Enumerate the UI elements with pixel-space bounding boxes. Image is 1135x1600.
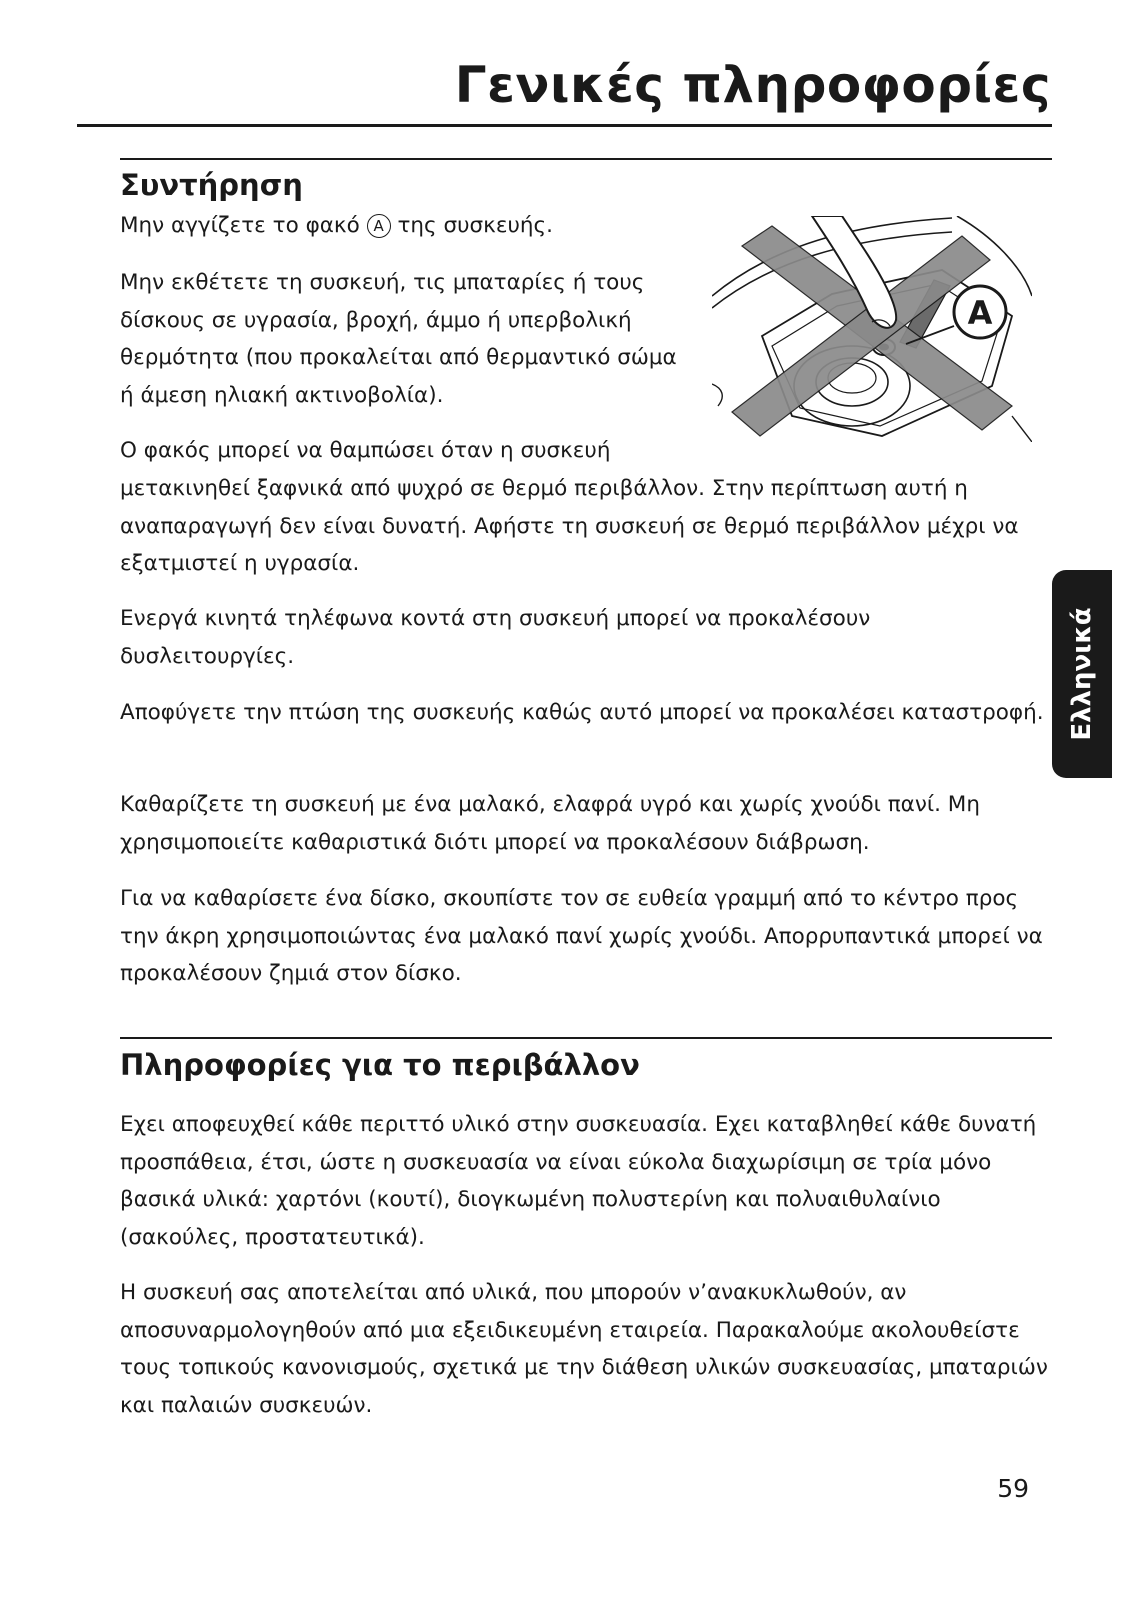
lens-warning-text-start: Μην αγγίζετε το φακό bbox=[120, 213, 360, 238]
paragraph-lens-fog-line1: Ο φακός μπορεί να θαμπώσει όταν η συσκευή bbox=[120, 438, 611, 463]
page-number: 59 bbox=[997, 1474, 1029, 1503]
paragraph-recycling: Η συσκευή σας αποτελείται από υλικά, που μπορούν ν’ανακυκλωθούν, αν αποσυναρμολογηθούν από μια εξειδικευμένη εταιρεία. Παρακαλούμε ακολουθείστε τους τοπικούς κανονισμούς, σχετικά με την διάθεση υλικών συσκευασίας, μπαταριών και παλαιών συσκευών. bbox=[120, 1280, 1048, 1418]
page-title: Γενικές πληροφορίες bbox=[454, 56, 1051, 114]
paragraph-lens-fog: μετακινηθεί ξαφνικά από ψυχρό σε θερμό περιβάλλον. Στην περίπτωση αυτή η αναπαραγωγή δεν είναι δυνατή. Αφήστε τη συσκευή σε θερμό περιβάλλον μέχρι να εξατμιστεί η υγρασία. bbox=[120, 476, 1019, 576]
paragraph-cleaning-disc: Για να καθαρίσετε ένα δίσκο, σκουπίστε τον σε ευθεία γραμμή από το κέντρο προς την άκρη χρησιμοποιώντας ένα μαλακό πανί χωρίς χνούδι. Απορρυπαντικά μπορεί να προκαλέσουν ζημιά στον δίσκο. bbox=[120, 886, 1043, 986]
paragraph-cleaning-device: Καθαρίζετε τη συσκευή με ένα μαλακό, ελαφρά υγρό και χωρίς χνούδι πανί. Μη χρησιμοποιείτε καθαριστικά διότι μπορεί να προκαλέσουν διάβρωση. bbox=[120, 792, 980, 855]
paragraph-lens-warning bbox=[120, 207, 553, 245]
callout-label-a: A bbox=[967, 294, 993, 332]
language-tab-label: Ελληνικά bbox=[1067, 607, 1097, 741]
section-heading-maintenance: Συντήρηση bbox=[120, 168, 303, 202]
title-rule bbox=[77, 124, 1052, 127]
paragraph-exposure: Μην εκθέτετε τη συσκευή, τις μπαταρίες ή τους δίσκους σε υγρασία, βροχή, άμμο ή υπερβολική θερμότητα (που προκαλείται από θερμαντικό σώμα ή άμεση ηλιακή ακτινοβολία). bbox=[120, 270, 677, 408]
paragraph-mobile-phones: Ενεργά κινητά τηλέφωνα κοντά στη συσκευή μπορεί να προκαλέσουν δυσλειτουργίες. bbox=[120, 606, 871, 669]
paragraph-drop: Αποφύγετε την πτώση της συσκευής καθώς αυτό μπορεί να προκαλέσει καταστροφή. bbox=[120, 700, 1044, 725]
lens-illustration bbox=[712, 216, 1032, 442]
paragraph-packaging: Εχει αποφευχθεί κάθε περιττό υλικό στην συσκευασία. Εχει καταβληθεί κάθε δυνατή προσπάθεια, έτσι, ώστε η συσκευασία να είναι εύκολα διαχωρίσιμη σε τρία μόνο βασικά υλικά: χαρτόνι (κουτί), διογκωμένη πολυστερίνη και πολυαιθυλαίνιο (σακούλες, προστατευτικά). bbox=[120, 1112, 1037, 1250]
language-tab bbox=[1052, 570, 1112, 778]
section-heading-environment: Πληροφορίες για το περιβάλλον bbox=[120, 1048, 640, 1082]
section-divider bbox=[120, 158, 1052, 160]
lens-warning-text-end: της συσκευής. bbox=[397, 213, 553, 238]
section-divider bbox=[120, 1037, 1052, 1039]
lens-label-circle: A bbox=[367, 214, 391, 238]
